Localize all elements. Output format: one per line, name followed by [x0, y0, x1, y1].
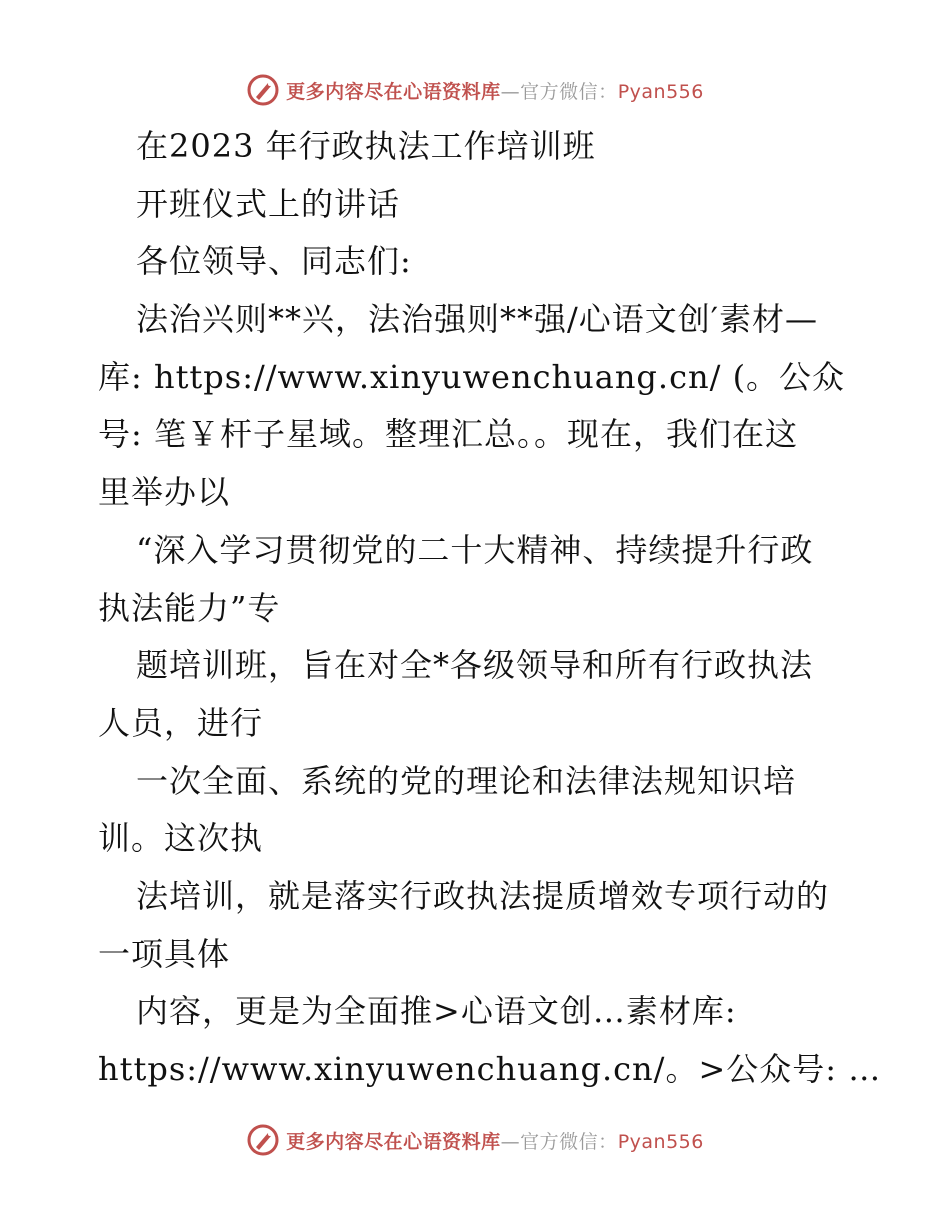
text-line: 法治兴则**兴，法治强则**强/心语文创′素材—	[136, 300, 819, 339]
watermark-text	[286, 1127, 704, 1154]
text-line: 题培训班，旨在对全*各级领导和所有行政执法	[136, 646, 814, 685]
watermark-official-label: 官方微信：	[520, 80, 618, 103]
text-line: 号: 笔￥杆子星域。整理汇总。。现在，我们在这	[98, 415, 798, 454]
text-line: 法培训，就是落实行政执法提质增效专项行动的	[136, 876, 830, 915]
header-watermark	[0, 70, 950, 110]
text-line: 开班仪式上的讲话	[136, 184, 401, 223]
text-line: 库: https://www.xinyuwenchuang.cn/ (。公众	[98, 357, 846, 396]
watermark-separator: —	[500, 1130, 521, 1153]
document-body	[98, 118, 882, 1099]
pen-nib-logo-icon	[246, 1123, 280, 1157]
watermark-main-text: 更多内容尽在心语资料库	[286, 80, 501, 103]
text-line: 内容，更是为全面推>心语文创…素材库:	[136, 992, 737, 1031]
text-line: 训。这次执	[98, 819, 264, 858]
watermark-wechat-id: Pyan556	[617, 1130, 704, 1153]
text-line: https://www.xinyuwenchuang.cn/。>公众号: …	[98, 1050, 882, 1088]
watermark-official-label: 官方微信：	[520, 1130, 618, 1153]
watermark-wechat-id: Pyan556	[617, 80, 704, 103]
text-line: 一次全面、系统的党的理论和法律法规知识培	[136, 761, 797, 800]
text-line: 一项具体	[98, 934, 231, 973]
text-line: 里举办以	[98, 473, 231, 512]
text-line: 人员，进行	[98, 703, 264, 742]
watermark-text	[286, 77, 704, 104]
footer-watermark	[0, 1120, 950, 1160]
text-line: 各位领导、同志们:	[136, 242, 412, 281]
watermark-main-text: 更多内容尽在心语资料库	[286, 1130, 501, 1153]
text-line: 在2023 年行政执法工作培训班	[136, 127, 596, 165]
text-line: 执法能力”专	[98, 588, 281, 627]
watermark-separator: —	[500, 80, 521, 103]
pen-nib-logo-icon	[246, 73, 280, 107]
text-line: “深入学习贯彻党的二十大精神、持续提升行政	[136, 530, 814, 569]
